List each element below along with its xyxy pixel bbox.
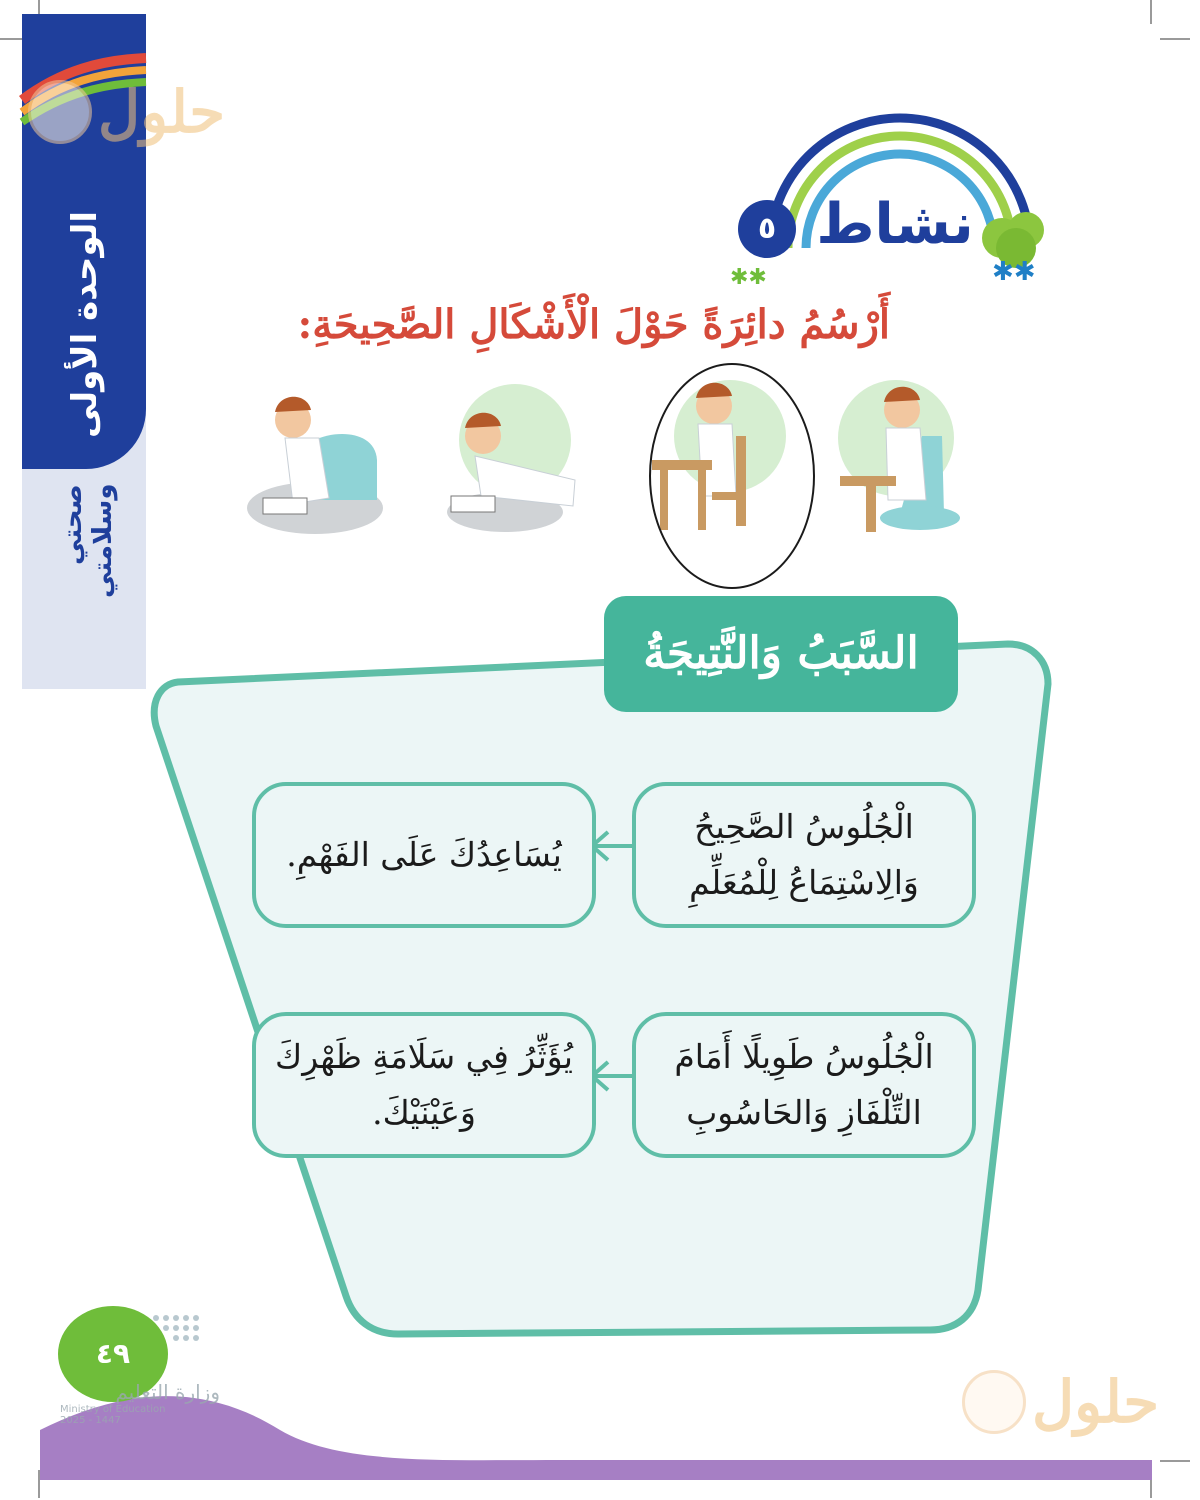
effect-box-1 [252, 782, 596, 928]
watermark [962, 1368, 1159, 1436]
watermark-logo-icon [28, 80, 92, 144]
crop-mark [1150, 0, 1152, 24]
page-number-badge: ٤٩ [58, 1306, 168, 1402]
watermark-logo-icon [962, 1370, 1026, 1434]
activity-title: نشاط [816, 192, 974, 257]
ministry-logo-text [60, 1380, 220, 1440]
ministry-year: 2025 - 1447 [60, 1415, 121, 1426]
effect-text-2: يُؤَثِّرُ فِي سَلَامَةِ ظَهْرِكَ وَعَيْنَيْكَ. [275, 1037, 573, 1132]
crop-mark [1160, 1460, 1190, 1462]
illustration-lying-floor-reading[interactable] [445, 380, 595, 540]
crop-mark [0, 38, 22, 40]
crop-mark [1160, 38, 1190, 40]
watermark [28, 78, 225, 146]
cause-box-1 [632, 782, 976, 928]
activity-instruction: أَرْسُمُ دائِرَةً حَوْلَ الْأَشْكَالِ الصَّحِيحَةِ: [297, 301, 890, 348]
unit-title: الوحدة الأولى [65, 210, 105, 438]
ministry-name: وزارة التعليم [115, 1380, 220, 1404]
section-title: السَّبَبُ وَالنَّتِيجَةُ [604, 596, 958, 712]
effect-box-2 [252, 1012, 596, 1158]
illustration-sitting-floor-reading[interactable] [245, 380, 395, 540]
watermark-text: حلول [1032, 1368, 1160, 1436]
illustration-sitting-low-chair-desk[interactable] [830, 376, 980, 536]
svg-text:✱✱: ✱✱ [992, 257, 1036, 287]
activity-number-badge: ٥ [738, 200, 796, 258]
svg-text:✱✱: ✱✱ [730, 265, 767, 290]
section-frame [148, 640, 1052, 1338]
cause-text-1: الْجُلُوسُ الصَّحِيحُ وَالِاسْتِمَاعُ لِلْمُعَلِّمِ [689, 807, 919, 902]
answer-circle [646, 360, 818, 592]
unit-subtitle: صحتي وسلامتي [58, 484, 118, 599]
effect-text-1: يُسَاعِدُكَ عَلَى الفَهْمِ. [286, 835, 562, 874]
cause-text-2: الْجُلُوسُ طَوِيلًا أَمَامَ التِّلْفَازِ وَالحَاسُوبِ [674, 1037, 934, 1132]
ministry-name-en: Ministry of Education [60, 1404, 166, 1415]
cause-box-2 [632, 1012, 976, 1158]
watermark-text: حلول [98, 78, 226, 146]
